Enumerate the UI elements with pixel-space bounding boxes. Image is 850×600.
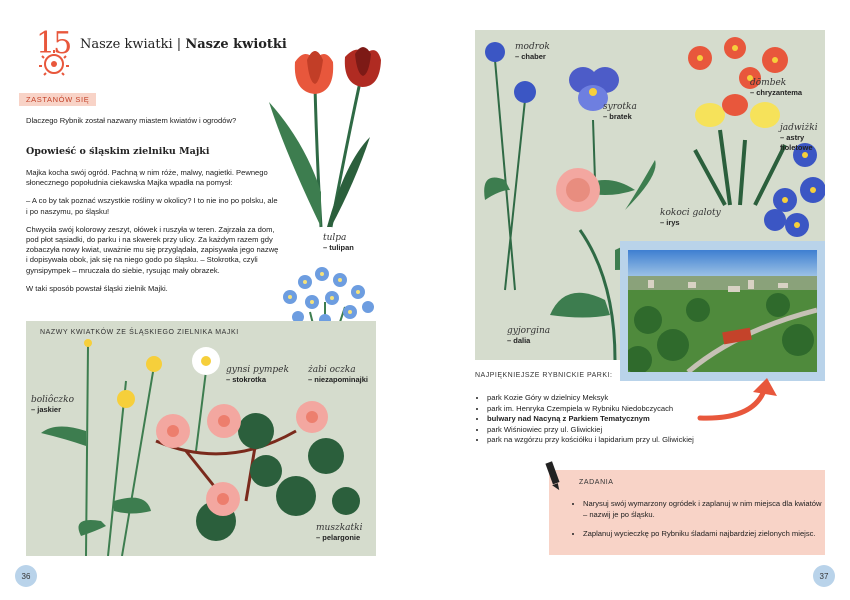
flower-caption-bolicko — [31, 395, 74, 414]
pencil-icon — [545, 460, 567, 492]
silesian-name: muszkatki — [316, 523, 363, 533]
silesian-name: gynsi pympek — [226, 365, 289, 375]
flower-caption-tulpa — [323, 233, 354, 252]
tasks-box — [549, 470, 825, 555]
silesian-name: modrok — [515, 42, 550, 52]
silesian-name: żabi oczka — [308, 365, 356, 375]
flower-caption-zaby — [308, 365, 368, 384]
herbarium-panel — [26, 321, 376, 556]
chapter-badge — [34, 26, 74, 80]
polish-name: – chaber — [515, 52, 546, 61]
story-paragraph: Chwyciła swój kolorowy zeszyt, ołówek i ruszyła w teren. Zajrzała za dom, pod płot sąsiadki, do parku i na skwerek przy ulicy. Za każdym razem gdy zobaczyła nowy kwiat, uważnie mu się przyglądała, zapisywała jego nazwę i dopisywała obok, jak się na niego godo po śląsku. – Stokrotka, czyli gynsipympek – mruczała do siebie, rysując mały obrazek. — [26, 224, 279, 275]
aerial-photo-frame — [620, 241, 825, 381]
think-tag: ZASTANÓW SIĘ — [19, 93, 96, 106]
flower-caption-gyjorgina — [507, 326, 550, 345]
list-item: • park im. Henryka Czempiela w Rybniku Niedobczycach — [487, 404, 827, 415]
silesian-name: syrotka — [603, 102, 637, 112]
flower-caption-modrok — [515, 42, 550, 61]
polish-name: – jaskier — [31, 405, 62, 414]
list-item: • bulwary nad Nacyną z Parkiem Tematycznym — [487, 414, 827, 425]
polish-name: – chryzantema — [750, 88, 803, 97]
flower-caption-dombek — [750, 78, 802, 97]
list-item: • Narysuj swój wymarzony ogródek i zaplanuj w nim miejsca dla kwiatów – nazwij je po śląsku. — [583, 499, 823, 520]
list-item: • park na wzgórzu przy kościółku i lapidarium przy ul. Gliwickiej — [487, 435, 827, 446]
story-paragraph: Majka kocha swój ogród. Pachną w nim róże, malwy, nagietki. Pewnego słonecznego popołudnia ciekawska Majka wpadła na pomysł: — [26, 168, 268, 188]
silesian-name: jadwiżki — [780, 123, 818, 133]
polish-name: – bratek — [603, 112, 632, 121]
polish-name: – irys — [660, 218, 680, 227]
polish-name: – stokrotka — [226, 375, 267, 384]
question-text: Dlaczego Rybnik został nazwany miastem kwiatów i ogrodów? — [26, 116, 237, 125]
page-title — [80, 37, 287, 52]
flower-caption-jadwizki — [780, 123, 830, 153]
story-heading: Opowieść o śląskim zielniku Majki — [26, 146, 210, 157]
title-divider: | — [176, 37, 186, 52]
story-text — [26, 168, 279, 294]
herbarium-illustration — [26, 321, 376, 556]
flower-caption-syrotka — [603, 102, 637, 121]
silesian-name: gyjorgina — [507, 326, 551, 336]
silesian-name: dōmbek — [750, 78, 787, 88]
silesian-name: tulpa — [323, 233, 347, 243]
tasks-list — [571, 499, 823, 549]
title-alt: Nasze kwiotki — [185, 37, 287, 52]
story-paragraph: W taki sposób powstał śląski zielnik Majki. — [26, 283, 168, 293]
page-number-right: 37 — [813, 565, 835, 587]
title-main: Nasze kwiatki — [80, 37, 173, 52]
silesian-name: boliôczko — [31, 395, 75, 405]
polish-name: – astry fioletowe — [780, 133, 813, 152]
flower-caption-kokoci — [660, 208, 721, 227]
herbarium-title: NAZWY KWIATKÓW ZE ŚLĄSKIEGO ZIELNIKA MAJKI — [40, 329, 239, 336]
polish-name: – tulipan — [323, 243, 354, 252]
list-item: • Zaplanuj wycieczkę po Rybniku śladami najbardziej zielonych miejsc. — [583, 529, 823, 540]
polish-name: – niezapominajki — [308, 375, 369, 384]
flower-caption-gynsi — [226, 365, 289, 384]
flower-caption-muszkatki — [316, 523, 362, 542]
parks-title: NAJPIĘKNIEJSZE RYBNICKIE PARKI: — [475, 372, 613, 379]
parks-list — [475, 393, 827, 446]
story-paragraph: – A co by tak poznać wszystkie rośliny w okolicy? I to nie ino po polsku, ale i po naszymu, po śląsku! — [26, 196, 278, 216]
right-page — [425, 0, 850, 600]
chapter-number: 15 — [36, 26, 71, 61]
list-item: • park Wiśniowiec przy ul. Gliwickiej — [487, 425, 827, 436]
page-number-left: 36 — [15, 565, 37, 587]
polish-name: – dalia — [507, 336, 531, 345]
polish-name: – pelargonie — [316, 533, 361, 542]
list-item: • park Kozie Góry w dzielnicy Meksyk — [487, 393, 827, 404]
aerial-city-photo — [628, 250, 817, 372]
tulip-illustration — [265, 42, 390, 232]
tasks-title: ZADANIA — [579, 479, 614, 486]
silesian-name: kokoci galoty — [660, 208, 721, 218]
